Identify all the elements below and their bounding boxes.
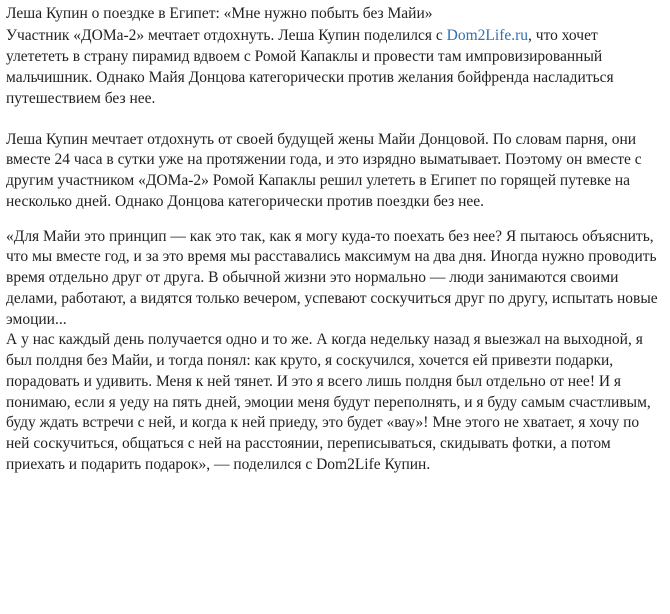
- page-title: Леша Купин о поездке в Египет: «Мне нужно побыть без Майи»: [6, 5, 433, 22]
- article-lead: [6, 26, 664, 109]
- dom2life-link[interactable]: Dom2Life.ru: [446, 27, 529, 45]
- lead-text-before-link: Участник «ДОМа-2» мечтает отдохнуть. Леша Купин поделился с: [6, 27, 447, 45]
- article-paragraph-3: А у нас каждый день получается одно и то же. А когда недельку назад я выезжал на выходной, я был полдня без Майи, и тогда понял: как круто, я соскучился, хочется ей привезти подарки, порадовать и удивить. Меня к ней тянет. И это я всего лишь полдня был отдельно от нее! И я понимаю, если я уеду на пять дней, эмоции меня будут переполнять, и я буду самым счастливым, буду ждать встречи с ней, и когда к ней приеду, это будет «вау»! Мне этого не хватает, я хочу по ней соскучиться, общаться с ней на расстоянии, переписываться, скидывать фотки, а потом приехать и подарить подарок», — поделился с Dom2Life Купин.: [6, 331, 651, 473]
- lead-text-after-link: , что хочет улетететь в страну пирамид вдвоем с Ромой Капаклы и провести там импровизированный мальчишник. Однако Майя Донцова категорически против желания бойфренда насладиться путешествием без нее.: [6, 27, 614, 107]
- article-paragraph-2: «Для Майи это принцип — как это так, как я могу куда-то поехать без нее? Я пытаюсь объяснить, что мы вместе год, и за это время мы расставались максимум на два дня. Иногда нужно проводить время отдельно друг от друга. В обычной жизни это нормально — люди занимаются своими делами, работают, а видятся только вечером, успевают соскучиться друг по другу, испытать новые эмоции...: [6, 227, 658, 328]
- paragraph-spacer: [6, 213, 664, 227]
- article-paragraph-1: Леша Купин мечтает отдохнуть от своей будущей жены Майи Донцовой. По словам парня, они вместе 24 часа в сутки уже на протяжении года, и это изрядно выматывает. Поэтому он вместе с другим участником «ДОМа-2» Ромой Капаклы решил улететь в Египет по горящей путевке на несколько дней. Однако Донцова категорически против поездки без нее.: [6, 130, 642, 210]
